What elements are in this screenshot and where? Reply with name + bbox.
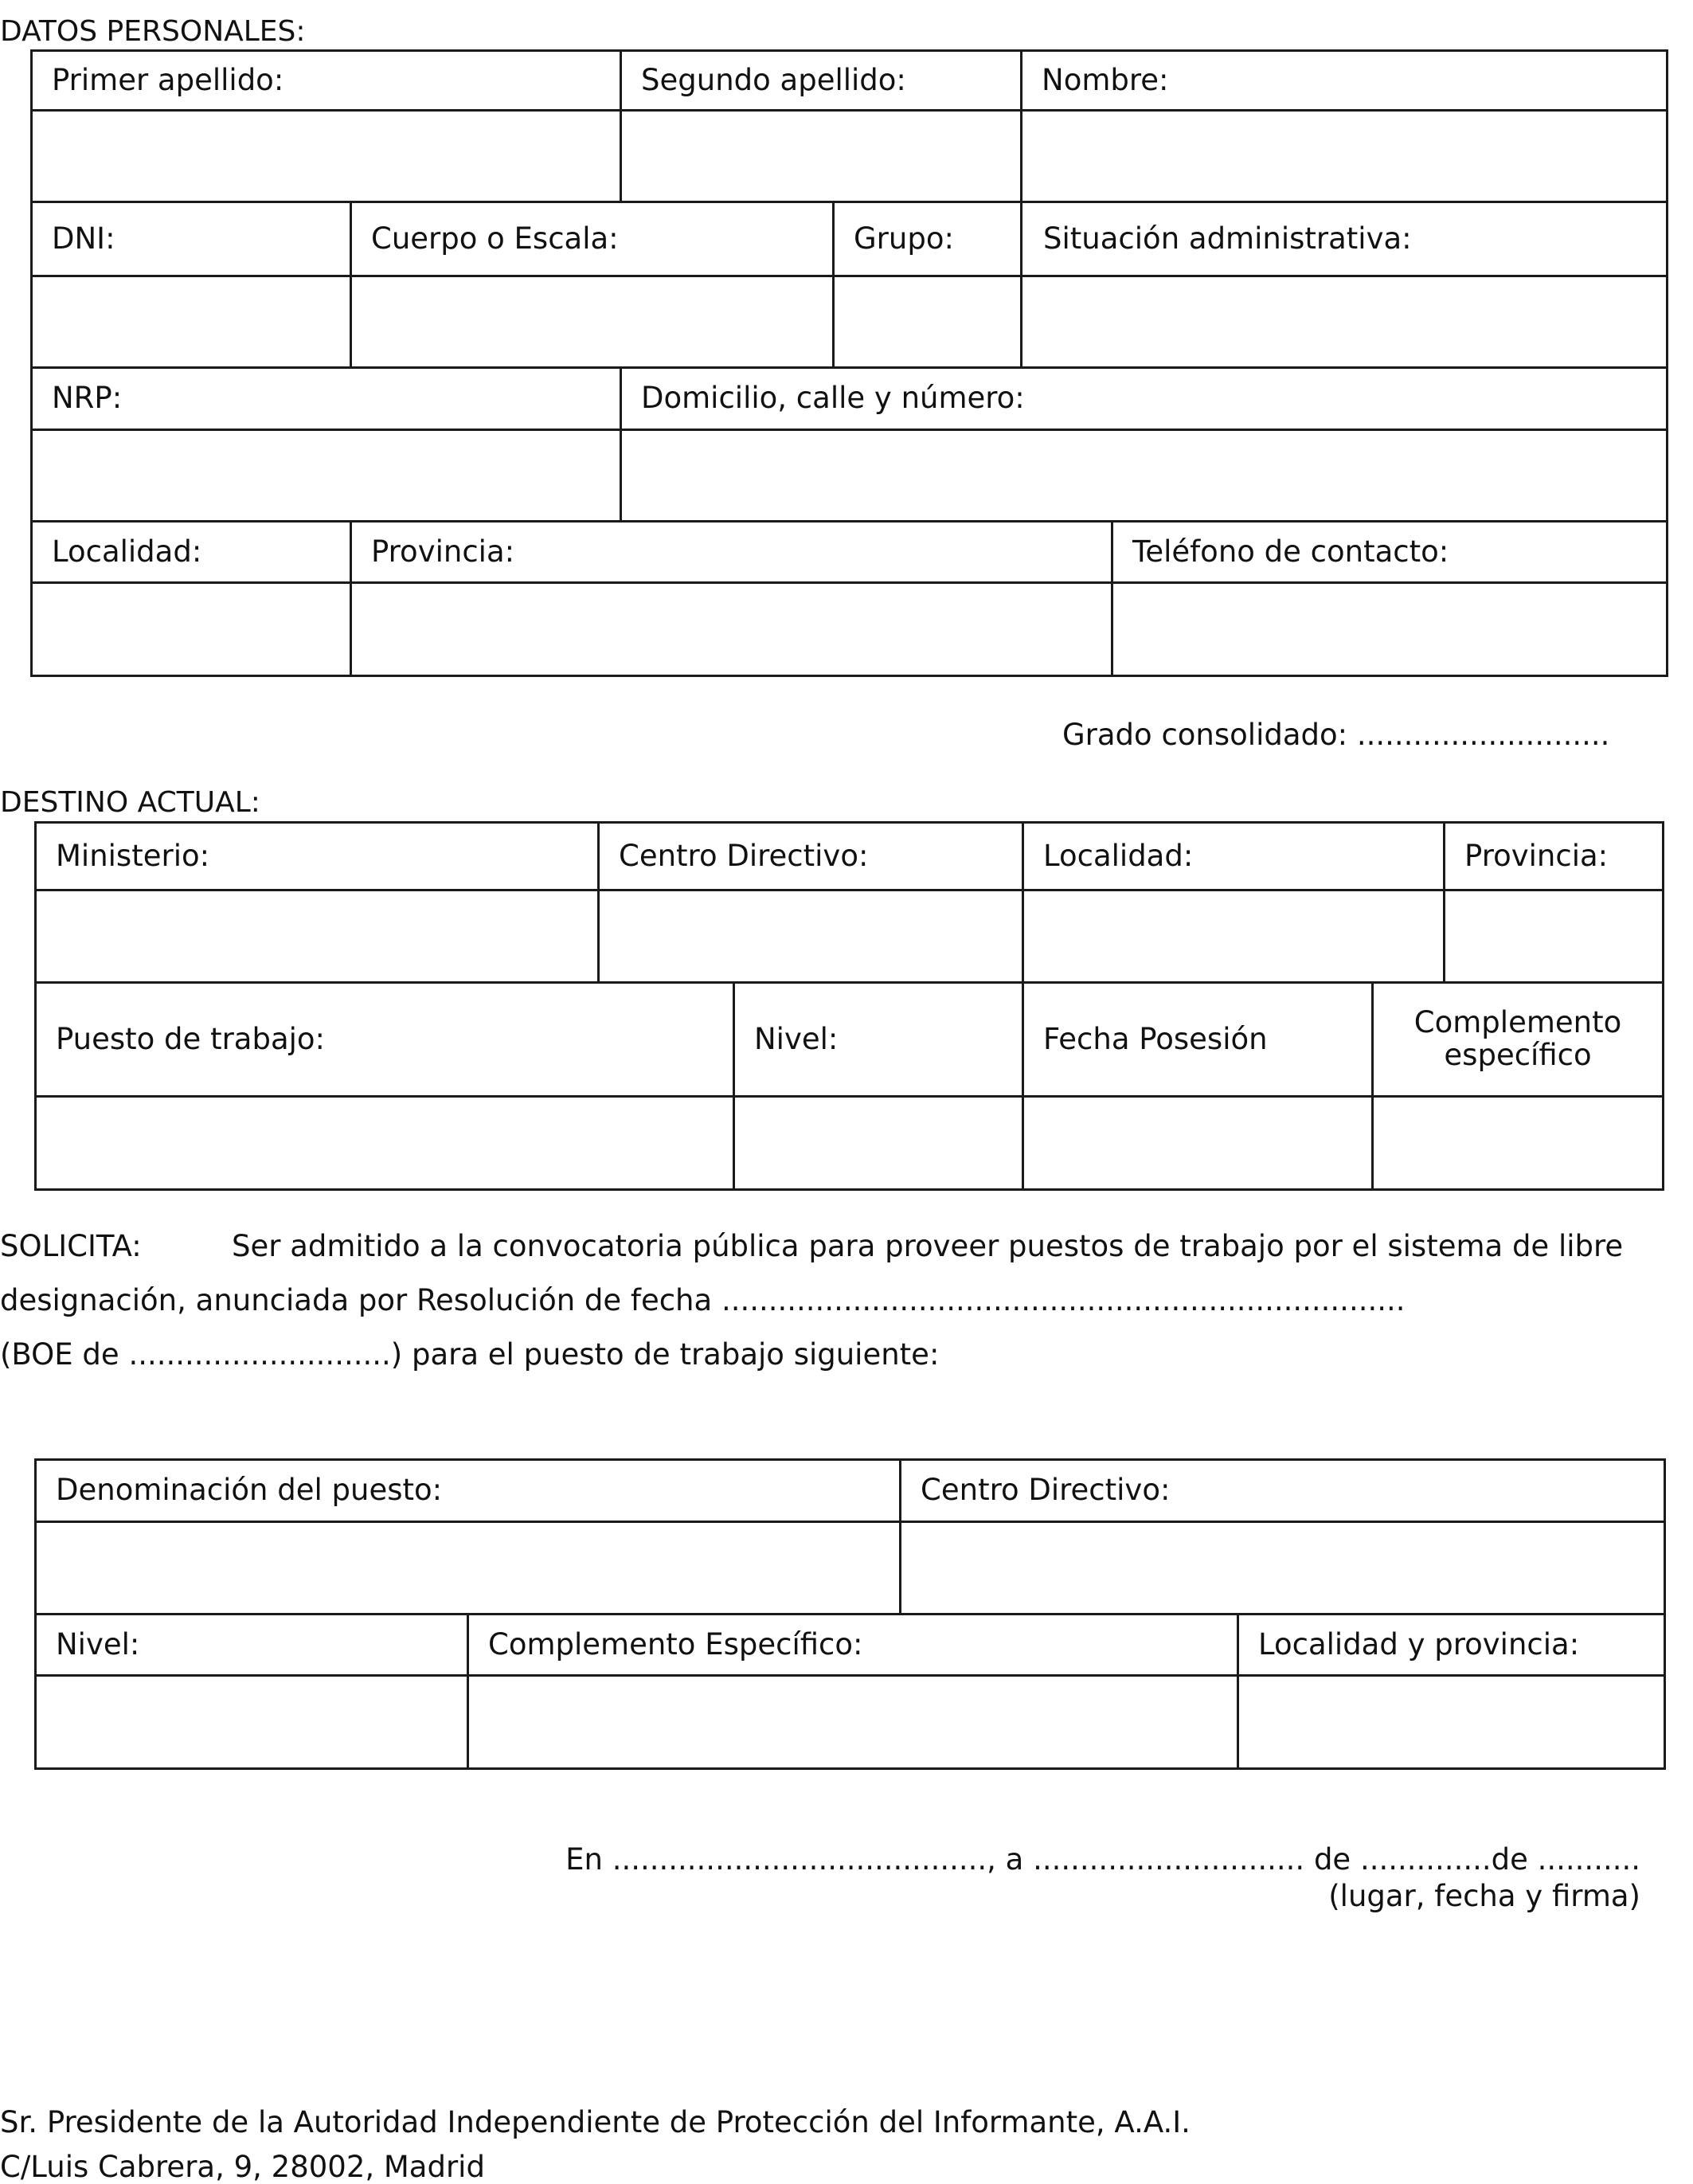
fecha-posesion-field[interactable] <box>1023 1097 1373 1190</box>
localidad-provincia-label: Localidad y provincia: <box>1238 1615 1665 1676</box>
dni-label: DNI: <box>32 202 351 276</box>
primer-apellido-field[interactable] <box>32 111 621 202</box>
destino-provincia-field[interactable] <box>1445 890 1664 983</box>
situacion-administrativa-field[interactable] <box>1022 276 1668 368</box>
destino-actual-title: DESTINO ACTUAL: <box>0 786 260 819</box>
lugar-fecha-line: En ........................................, a ............................. de ..............de ........... <box>565 1842 1640 1877</box>
grupo-label: Grupo: <box>834 202 1022 276</box>
cuerpo-escala-field[interactable] <box>351 276 834 368</box>
destino-provincia-label: Provincia: <box>1445 823 1664 890</box>
solicitado-nivel-label: Nivel: <box>36 1615 468 1676</box>
primer-apellido-label: Primer apellido: <box>32 51 621 111</box>
destino-localidad-label: Localidad: <box>1023 823 1445 890</box>
destinatario-line-1: Sr. Presidente de la Autoridad Independiente de Protección del Informante, A.A.I. <box>0 2105 1191 2139</box>
puesto-trabajo-field[interactable] <box>36 1097 734 1190</box>
segundo-apellido-field[interactable] <box>621 111 1022 202</box>
datos-personales-title: DATOS PERSONALES: <box>0 15 306 48</box>
domicilio-label: Domicilio, calle y número: <box>621 368 1668 430</box>
fecha-posesion-label: Fecha Posesión <box>1023 983 1373 1097</box>
puesto-trabajo-label: Puesto de trabajo: <box>36 983 734 1097</box>
nivel-field[interactable] <box>734 1097 1023 1190</box>
dni-field[interactable] <box>32 276 351 368</box>
solicita-line-3: (BOE de ............................) para el puesto de trabajo siguiente: <box>0 1337 940 1372</box>
nombre-field[interactable] <box>1022 111 1668 202</box>
nivel-label: Nivel: <box>734 983 1023 1097</box>
puesto-solicitado-table <box>34 1458 1666 1770</box>
telefono-field[interactable] <box>1112 583 1668 676</box>
grupo-field[interactable] <box>834 276 1022 368</box>
nrp-label: NRP: <box>32 368 621 430</box>
localidad-label: Localidad: <box>32 522 351 583</box>
segundo-apellido-label: Segundo apellido: <box>621 51 1022 111</box>
destinatario-line-2: C/Luis Cabrera, 9, 28002, Madrid <box>0 2150 485 2184</box>
provincia-field[interactable] <box>351 583 1112 676</box>
telefono-label: Teléfono de contacto: <box>1112 522 1668 583</box>
solicitado-nivel-field[interactable] <box>36 1676 468 1769</box>
solicitado-complemento-label: Complemento Específico: <box>468 1615 1238 1676</box>
denominacion-puesto-field[interactable] <box>36 1522 901 1615</box>
solicitado-complemento-field[interactable] <box>468 1676 1238 1769</box>
complemento-especifico-field[interactable] <box>1373 1097 1664 1190</box>
localidad-provincia-field[interactable] <box>1238 1676 1665 1769</box>
domicilio-field[interactable] <box>621 430 1668 522</box>
denominacion-puesto-label: Denominación del puesto: <box>36 1460 901 1522</box>
destino-localidad-field[interactable] <box>1023 890 1445 983</box>
solicitado-centro-directivo-label: Centro Directivo: <box>901 1460 1665 1522</box>
destino-actual-table <box>34 821 1664 1191</box>
localidad-field[interactable] <box>32 583 351 676</box>
situacion-administrativa-label: Situación administrativa: <box>1022 202 1668 276</box>
centro-directivo-label: Centro Directivo: <box>599 823 1023 890</box>
ministerio-field[interactable] <box>36 890 599 983</box>
centro-directivo-field[interactable] <box>599 890 1023 983</box>
ministerio-label: Ministerio: <box>36 823 599 890</box>
nrp-field[interactable] <box>32 430 621 522</box>
solicitado-centro-directivo-field[interactable] <box>901 1522 1665 1615</box>
solicita-line-1: Ser admitido a la convocatoria pública para proveer puestos de trabajo por el sistema de libre <box>232 1229 1624 1263</box>
grado-consolidado: Grado consolidado: ........................... <box>1062 718 1610 752</box>
complemento-especifico-label: Complemento específico <box>1373 983 1664 1097</box>
datos-personales-table <box>30 49 1668 677</box>
provincia-label: Provincia: <box>351 522 1112 583</box>
nombre-label: Nombre: <box>1022 51 1668 111</box>
lugar-fecha-caption: (lugar, fecha y firma) <box>1328 1879 1640 1913</box>
solicita-line-2: designación, anunciada por Resolución de fecha ......................................................................... <box>0 1283 1406 1317</box>
cuerpo-escala-label: Cuerpo o Escala: <box>351 202 834 276</box>
solicita-label: SOLICITA: <box>0 1229 142 1263</box>
